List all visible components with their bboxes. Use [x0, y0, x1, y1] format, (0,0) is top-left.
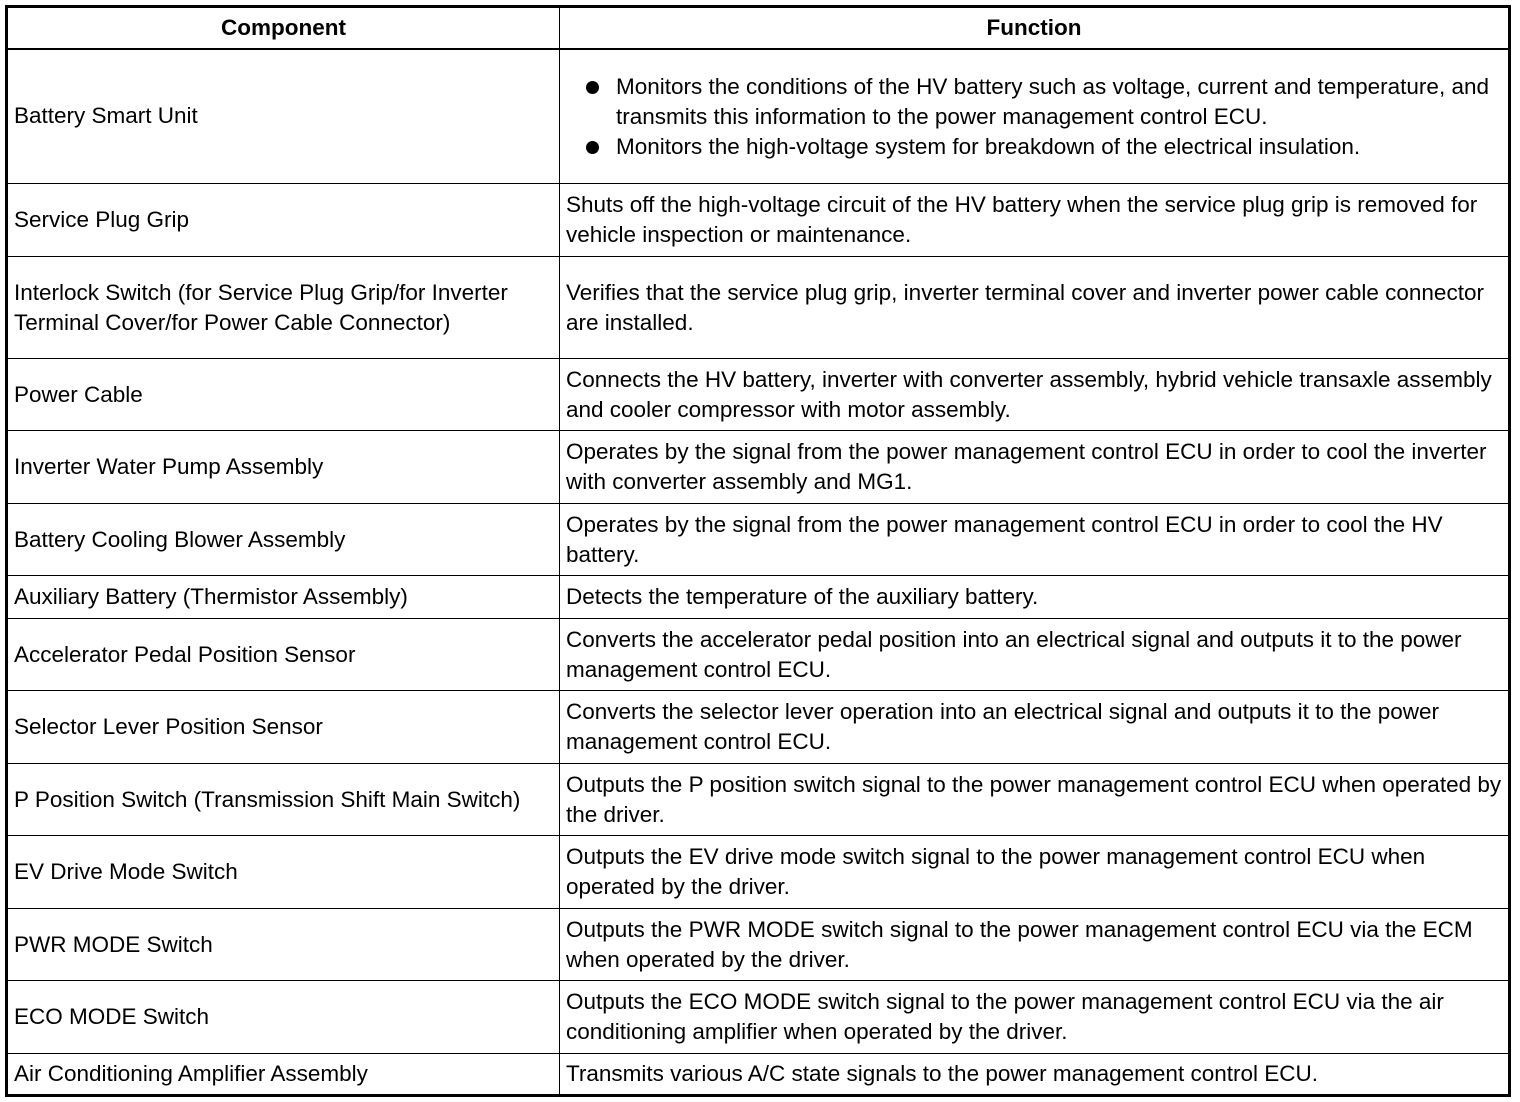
table-row — [7, 359, 1510, 431]
function-cell: Transmits various A/C state signals to the power management control ECU. — [560, 1054, 1510, 1096]
table-row — [7, 1054, 1510, 1096]
header-function: Function — [560, 7, 1510, 49]
table-row — [7, 504, 1510, 576]
bullet-text: Monitors the high-voltage system for breakdown of the electrical insulation. — [616, 134, 1361, 160]
component-cell: ECO MODE Switch — [7, 981, 560, 1054]
function-cell: Connects the HV battery, inverter with converter assembly, hybrid vehicle transaxle assembly and cooler compressor with motor assembly. — [560, 359, 1510, 431]
component-function-table — [5, 5, 1511, 1097]
bullet-icon — [586, 141, 599, 154]
table-row — [7, 909, 1510, 981]
component-cell: Selector Lever Position Sensor — [7, 691, 560, 764]
bullet-text: Monitors the conditions of the HV battery such as voltage, current and temperature, and transmits this information to the power management control ECU. — [616, 74, 1489, 130]
bullet-item — [566, 72, 1502, 132]
table-row — [7, 184, 1510, 257]
component-cell: EV Drive Mode Switch — [7, 836, 560, 909]
component-cell: Auxiliary Battery (Thermistor Assembly) — [7, 576, 560, 619]
table-row — [7, 981, 1510, 1054]
component-cell: Inverter Water Pump Assembly — [7, 431, 560, 504]
table-row — [7, 431, 1510, 504]
component-cell: PWR MODE Switch — [7, 909, 560, 981]
function-cell: Outputs the PWR MODE switch signal to the power management control ECU via the ECM when operated by the driver. — [560, 909, 1510, 981]
header-row — [7, 7, 1510, 49]
table-row — [7, 49, 1510, 184]
function-cell: Converts the accelerator pedal position into an electrical signal and outputs it to the power management control ECU. — [560, 619, 1510, 691]
component-cell: Air Conditioning Amplifier Assembly — [7, 1054, 560, 1096]
table-row — [7, 257, 1510, 359]
table-row — [7, 764, 1510, 836]
function-cell: Outputs the ECO MODE switch signal to the power management control ECU via the air conditioning amplifier when operated by the driver. — [560, 981, 1510, 1054]
component-cell: Accelerator Pedal Position Sensor — [7, 619, 560, 691]
component-cell: Power Cable — [7, 359, 560, 431]
function-cell: Detects the temperature of the auxiliary battery. — [560, 576, 1510, 619]
table-row — [7, 691, 1510, 764]
header-component: Component — [7, 7, 560, 49]
component-cell: Service Plug Grip — [7, 184, 560, 257]
function-cell: Verifies that the service plug grip, inverter terminal cover and inverter power cable connector are installed. — [560, 257, 1510, 359]
function-bullet-list — [566, 66, 1502, 166]
bullet-item — [566, 132, 1502, 162]
function-cell: Operates by the signal from the power management control ECU in order to cool the HV battery. — [560, 504, 1510, 576]
component-cell: P Position Switch (Transmission Shift Main Switch) — [7, 764, 560, 836]
function-cell: Operates by the signal from the power management control ECU in order to cool the inverter with converter assembly and MG1. — [560, 431, 1510, 504]
component-cell: Battery Cooling Blower Assembly — [7, 504, 560, 576]
bullet-icon — [586, 81, 599, 94]
function-cell — [560, 49, 1510, 184]
function-cell: Outputs the EV drive mode switch signal to the power management control ECU when operated by the driver. — [560, 836, 1510, 909]
component-cell: Battery Smart Unit — [7, 49, 560, 184]
function-cell: Outputs the P position switch signal to the power management control ECU when operated by the driver. — [560, 764, 1510, 836]
component-cell: Interlock Switch (for Service Plug Grip/for Inverter Terminal Cover/for Power Cable Connector) — [7, 257, 560, 359]
function-cell: Shuts off the high-voltage circuit of the HV battery when the service plug grip is removed for vehicle inspection or maintenance. — [560, 184, 1510, 257]
table-row — [7, 836, 1510, 909]
function-cell: Converts the selector lever operation into an electrical signal and outputs it to the power management control ECU. — [560, 691, 1510, 764]
table-row — [7, 576, 1510, 619]
table-row — [7, 619, 1510, 691]
